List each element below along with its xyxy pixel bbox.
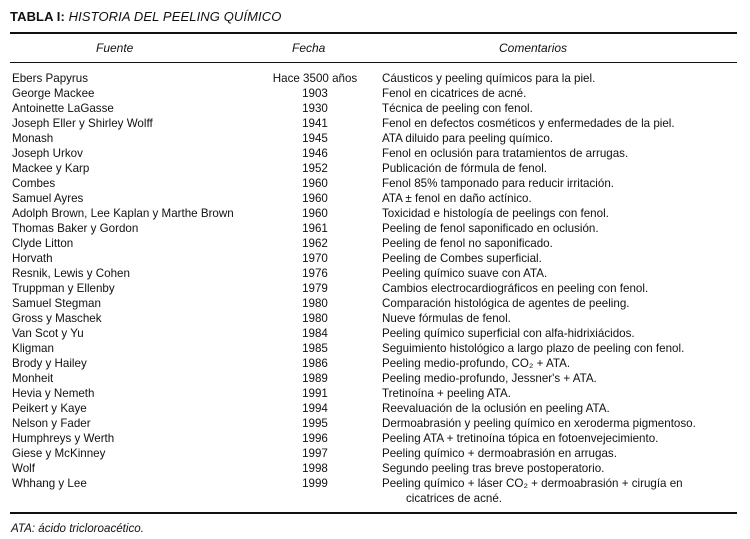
row-comment-text: Peeling medio-profundo, CO₂ + ATA.	[382, 357, 571, 370]
row-comment	[382, 176, 744, 191]
table-row	[12, 371, 740, 386]
row-date: 1979	[302, 282, 328, 295]
row-date: 1952	[302, 162, 328, 175]
row-source: Samuel Stegman	[12, 297, 101, 310]
row-source: Thomas Baker y Gordon	[12, 222, 139, 235]
row-comment-text: Fenol 85% tamponado para reducir irritación.	[382, 177, 614, 190]
row-source: Gross y Maschek	[12, 312, 102, 325]
row-date: 1995	[302, 417, 328, 430]
row-date: 1991	[302, 387, 328, 400]
table-row	[12, 401, 740, 416]
row-source: Samuel Ayres	[12, 192, 84, 205]
table-row	[12, 476, 740, 506]
row-comment-text: Comparación histológica de agentes de peeling.	[382, 297, 630, 310]
bottom-rule	[10, 512, 737, 514]
row-source: Giese y McKinney	[12, 447, 106, 460]
row-comment	[382, 416, 744, 431]
header-date: Fecha	[292, 41, 326, 55]
top-rule	[10, 32, 737, 34]
row-date: Hace 3500 años	[272, 72, 358, 85]
row-source: Antoinette LaGasse	[12, 102, 114, 115]
table-row	[12, 146, 740, 161]
row-comment	[382, 101, 744, 116]
table-row	[12, 101, 740, 116]
row-source: Van Scot y Yu	[12, 327, 84, 340]
table-row	[12, 176, 740, 191]
table-row	[12, 221, 740, 236]
row-date: 1976	[302, 267, 328, 280]
row-date: 1986	[302, 357, 328, 370]
row-comment-text: Tretinoína + peeling ATA.	[382, 387, 512, 400]
row-comment-text: Peeling de Combes superficial.	[382, 252, 542, 265]
table-row	[12, 281, 740, 296]
row-comment	[382, 116, 744, 131]
table-row	[12, 86, 740, 101]
row-comment-text: Dermoabrasión y peeling químico en xeroderma pigmentoso.	[382, 417, 696, 430]
row-source: Humphreys y Werth	[12, 432, 115, 445]
row-date: 1960	[302, 177, 328, 190]
row-comment-text: Peeling de fenol saponificado en oclusión.	[382, 222, 599, 235]
row-comment-text: Peeling químico suave con ATA.	[382, 267, 548, 280]
table-row	[12, 356, 740, 371]
table-row	[12, 461, 740, 476]
row-date: 1960	[302, 207, 328, 220]
row-date: 1989	[302, 372, 328, 385]
row-comment	[382, 161, 744, 176]
table-row	[12, 131, 740, 146]
row-comment	[382, 431, 744, 446]
table-row	[12, 236, 740, 251]
row-source: Combes	[12, 177, 56, 190]
row-date: 1980	[302, 312, 328, 325]
row-date: 1961	[302, 222, 328, 235]
row-source: Hevia y Nemeth	[12, 387, 95, 400]
row-comment-text: Publicación de fórmula de fenol.	[382, 162, 547, 175]
header-rule	[10, 62, 737, 63]
row-comment-text: ATA diluido para peeling químico.	[382, 132, 554, 145]
row-source: Nelson y Fader	[12, 417, 91, 430]
table-row	[12, 386, 740, 401]
row-source: Joseph Eller y Shirley Wolff	[12, 117, 153, 130]
row-comment-text: Peeling medio-profundo, Jessner's + ATA.	[382, 372, 597, 385]
row-source: Mackee y Karp	[12, 162, 90, 175]
row-source: Brody y Hailey	[12, 357, 87, 370]
row-date: 1941	[302, 117, 328, 130]
row-source: Horvath	[12, 252, 53, 265]
table-row	[12, 431, 740, 446]
table-title	[10, 9, 281, 24]
footnote: ATA: ácido tricloroacético.	[11, 522, 144, 535]
row-comment	[382, 356, 744, 371]
row-comment	[382, 146, 744, 161]
row-comment	[382, 281, 744, 296]
row-date: 1998	[302, 462, 328, 475]
table-row	[12, 446, 740, 461]
row-comment-text: Fenol en defectos cosméticos y enfermedades de la piel.	[382, 117, 675, 130]
row-source: Wolf	[12, 462, 35, 475]
row-comment-text: Peeling de fenol no saponificado.	[382, 237, 553, 250]
row-date: 1960	[302, 192, 328, 205]
row-comment	[382, 311, 744, 326]
row-date: 1930	[302, 102, 328, 115]
row-comment-text: Fenol en cicatrices de acné.	[382, 87, 527, 100]
row-source: Adolph Brown, Lee Kaplan y Marthe Brown	[12, 207, 234, 220]
row-date: 1903	[302, 87, 328, 100]
row-comment	[382, 446, 744, 461]
table-title-text: HISTORIA DEL PEELING QUÍMICO	[68, 9, 282, 24]
row-date: 1997	[302, 447, 328, 460]
row-comment-text: Fenol en oclusión para tratamientos de arrugas.	[382, 147, 629, 160]
row-source: Truppman y Ellenby	[12, 282, 115, 295]
row-comment-text: Técnica de peeling con fenol.	[382, 102, 533, 115]
row-comment	[382, 386, 744, 401]
row-date: 1946	[302, 147, 328, 160]
row-comment	[382, 206, 744, 221]
row-comment	[382, 341, 744, 356]
row-date: 1962	[302, 237, 328, 250]
row-comment	[382, 236, 744, 251]
row-date: 1980	[302, 297, 328, 310]
row-source: George Mackee	[12, 87, 95, 100]
row-comment-continuation: cicatrices de acné.	[406, 492, 503, 505]
row-source: Clyde Litton	[12, 237, 74, 250]
row-date: 1945	[302, 132, 328, 145]
row-comment	[382, 131, 744, 146]
row-comment	[382, 401, 744, 416]
table-row	[12, 251, 740, 266]
table-row	[12, 161, 740, 176]
header-source: Fuente	[96, 41, 134, 55]
table-row	[12, 266, 740, 281]
row-comment	[382, 461, 744, 476]
row-source: Ebers Papyrus	[12, 72, 89, 85]
table-title-label: TABLA I:	[10, 9, 65, 24]
row-comment-text: Peeling ATA + tretinoína tópica en fotoenvejecimiento.	[382, 432, 659, 445]
row-comment	[382, 476, 744, 506]
row-source: Resnik, Lewis y Cohen	[12, 267, 130, 280]
table-row	[12, 341, 740, 356]
row-comment-text: ATA ± fenol en daño actínico.	[382, 192, 532, 205]
row-comment	[382, 71, 744, 86]
row-source: Peikert y Kaye	[12, 402, 87, 415]
row-source: Kligman	[12, 342, 54, 355]
row-date: 1984	[302, 327, 328, 340]
row-comment	[382, 191, 744, 206]
row-comment-text: Toxicidad e histología de peelings con fenol.	[382, 207, 609, 220]
table-row	[12, 416, 740, 431]
row-date: 1996	[302, 432, 328, 445]
row-comment-text: Seguimiento histológico a largo plazo de peeling con fenol.	[382, 342, 685, 355]
row-comment-text: Peeling químico superficial con alfa-hidrixiácidos.	[382, 327, 635, 340]
row-comment	[382, 266, 744, 281]
row-date: 1994	[302, 402, 328, 415]
row-source: Monash	[12, 132, 54, 145]
row-source: Whhang y Lee	[12, 477, 87, 490]
header-comments: Comentarios	[499, 41, 568, 55]
table-row	[12, 71, 740, 86]
row-comment-text: Cambios electrocardiográficos en peeling con fenol.	[382, 282, 649, 295]
row-date: 1970	[302, 252, 328, 265]
row-comment	[382, 326, 744, 341]
row-comment	[382, 251, 744, 266]
row-source: Joseph Urkov	[12, 147, 83, 160]
row-comment-text: Reevaluación de la oclusión en peeling ATA.	[382, 402, 610, 415]
row-comment	[382, 221, 744, 236]
table-row	[12, 191, 740, 206]
row-comment	[382, 371, 744, 386]
row-source: Monheit	[12, 372, 54, 385]
row-comment-text: Peeling químico + dermoabrasión en arrugas.	[382, 447, 617, 460]
table-row	[12, 116, 740, 131]
table-row	[12, 206, 740, 221]
table-row	[12, 296, 740, 311]
row-comment-text: Cáusticos y peeling químicos para la piel.	[382, 72, 596, 85]
row-comment	[382, 296, 744, 311]
row-comment-text: Nueve fórmulas de fenol.	[382, 312, 511, 325]
row-date: 1999	[302, 477, 328, 490]
row-comment	[382, 86, 744, 101]
table-row	[12, 311, 740, 326]
row-date: 1985	[302, 342, 328, 355]
row-comment-text: Peeling químico + láser CO₂ + dermoabrasión + cirugía en	[382, 477, 683, 490]
table-body	[12, 71, 740, 506]
row-comment-text: Segundo peeling tras breve postoperatorio.	[382, 462, 605, 475]
table-row	[12, 326, 740, 341]
